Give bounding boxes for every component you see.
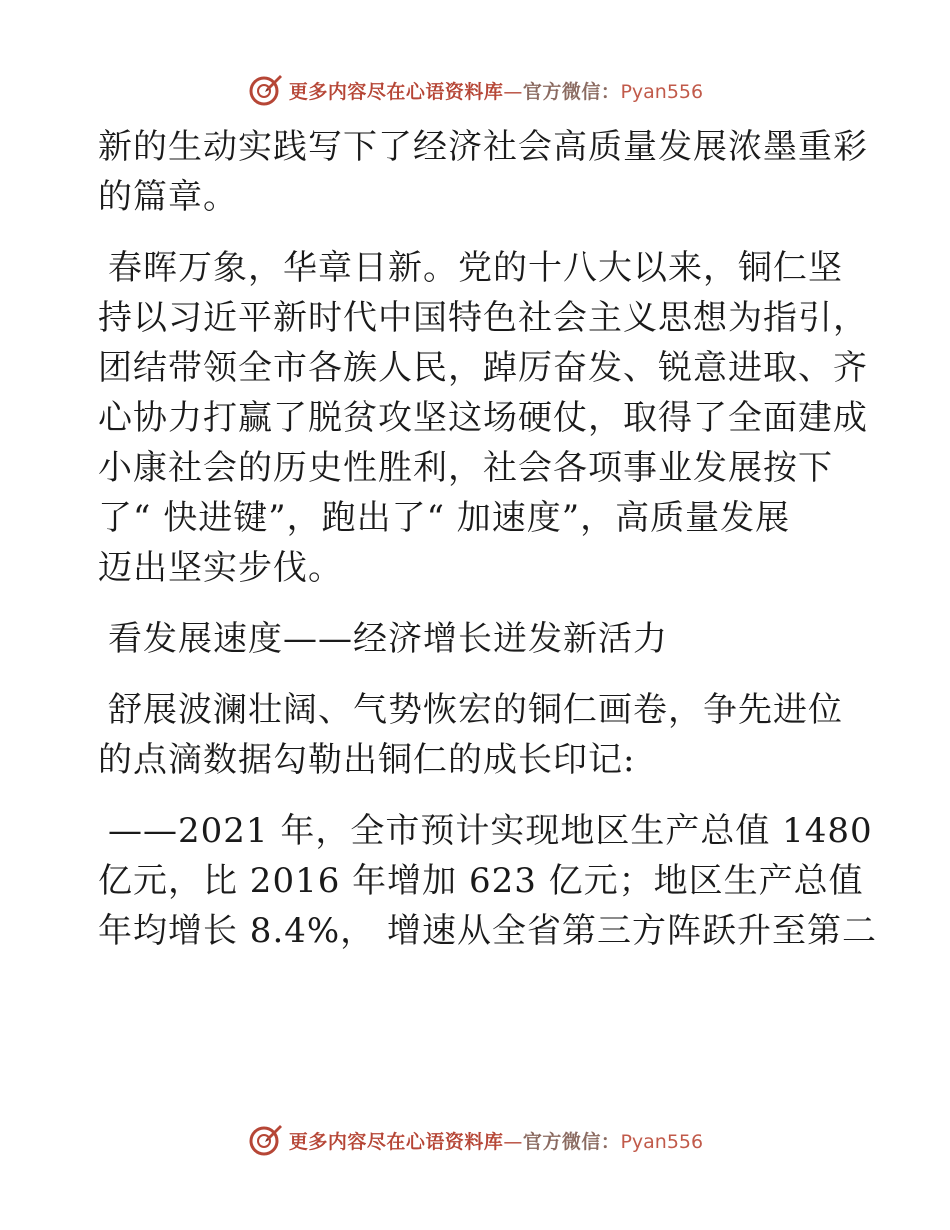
watermark-label: 官方微信：: [522, 1130, 621, 1153]
watermark-slogan: 更多内容尽在心语资料库: [288, 1130, 504, 1153]
text-line: 舒展波澜壮阔、气势恢宏的铜仁画卷，争先进位: [108, 690, 843, 730]
text-line: 迈出坚实步伐。: [98, 548, 343, 588]
text-line: 年均增长 8.4%， 增速从全省第三方阵跃升至第二: [98, 911, 877, 951]
footer-watermark: [0, 1120, 950, 1160]
text-line: 亿元，比 2016 年增加 623 亿元；地区生产总值: [98, 861, 864, 901]
pen-logo-icon: [247, 72, 283, 108]
watermark-account: Pyan556: [620, 80, 704, 103]
paragraph-2: [98, 243, 868, 593]
text-line: 心协力打赢了脱贫攻坚这场硬仗，取得了全面建成: [98, 398, 868, 438]
watermark-text: [289, 1127, 703, 1154]
text-line: 团结带领全市各族人民，踔厉奋发、锐意进取、齐: [98, 348, 868, 388]
watermark-label: 官方微信：: [522, 80, 621, 103]
text-line: 的点滴数据勾勒出铜仁的成长印记:: [98, 740, 636, 780]
text-line: 持以习近平新时代中国特色社会主义思想为指引，: [98, 298, 868, 338]
paragraph-3: [98, 685, 858, 785]
text-line: 的篇章。: [98, 177, 238, 217]
pen-logo-icon: [247, 1122, 283, 1158]
paragraph-4: [98, 806, 877, 956]
text-line: ——2021 年，全市预计实现地区生产总值 1480: [108, 811, 873, 851]
watermark-account: Pyan556: [620, 1130, 704, 1153]
section-heading: [98, 614, 858, 664]
heading-line: 看发展速度——经济增长迸发新活力: [108, 619, 668, 659]
watermark-slogan: 更多内容尽在心语资料库: [288, 80, 504, 103]
document-body: [98, 122, 877, 977]
header-watermark: [0, 70, 950, 110]
text-line: 了“ 快进键”，跑出了“ 加速度”，高质量发展: [98, 498, 791, 538]
paragraph-1: [98, 122, 868, 222]
text-line: 新的生动实践写下了经济社会高质量发展浓墨重彩: [98, 127, 868, 167]
text-line: 春晖万象，华章日新。党的十八大以来，铜仁坚: [108, 248, 843, 288]
text-line: 小康社会的历史性胜利，社会各项事业发展按下: [98, 448, 833, 488]
watermark-dash: —: [503, 1130, 523, 1153]
watermark-dash: —: [503, 80, 523, 103]
watermark-text: [289, 77, 703, 104]
